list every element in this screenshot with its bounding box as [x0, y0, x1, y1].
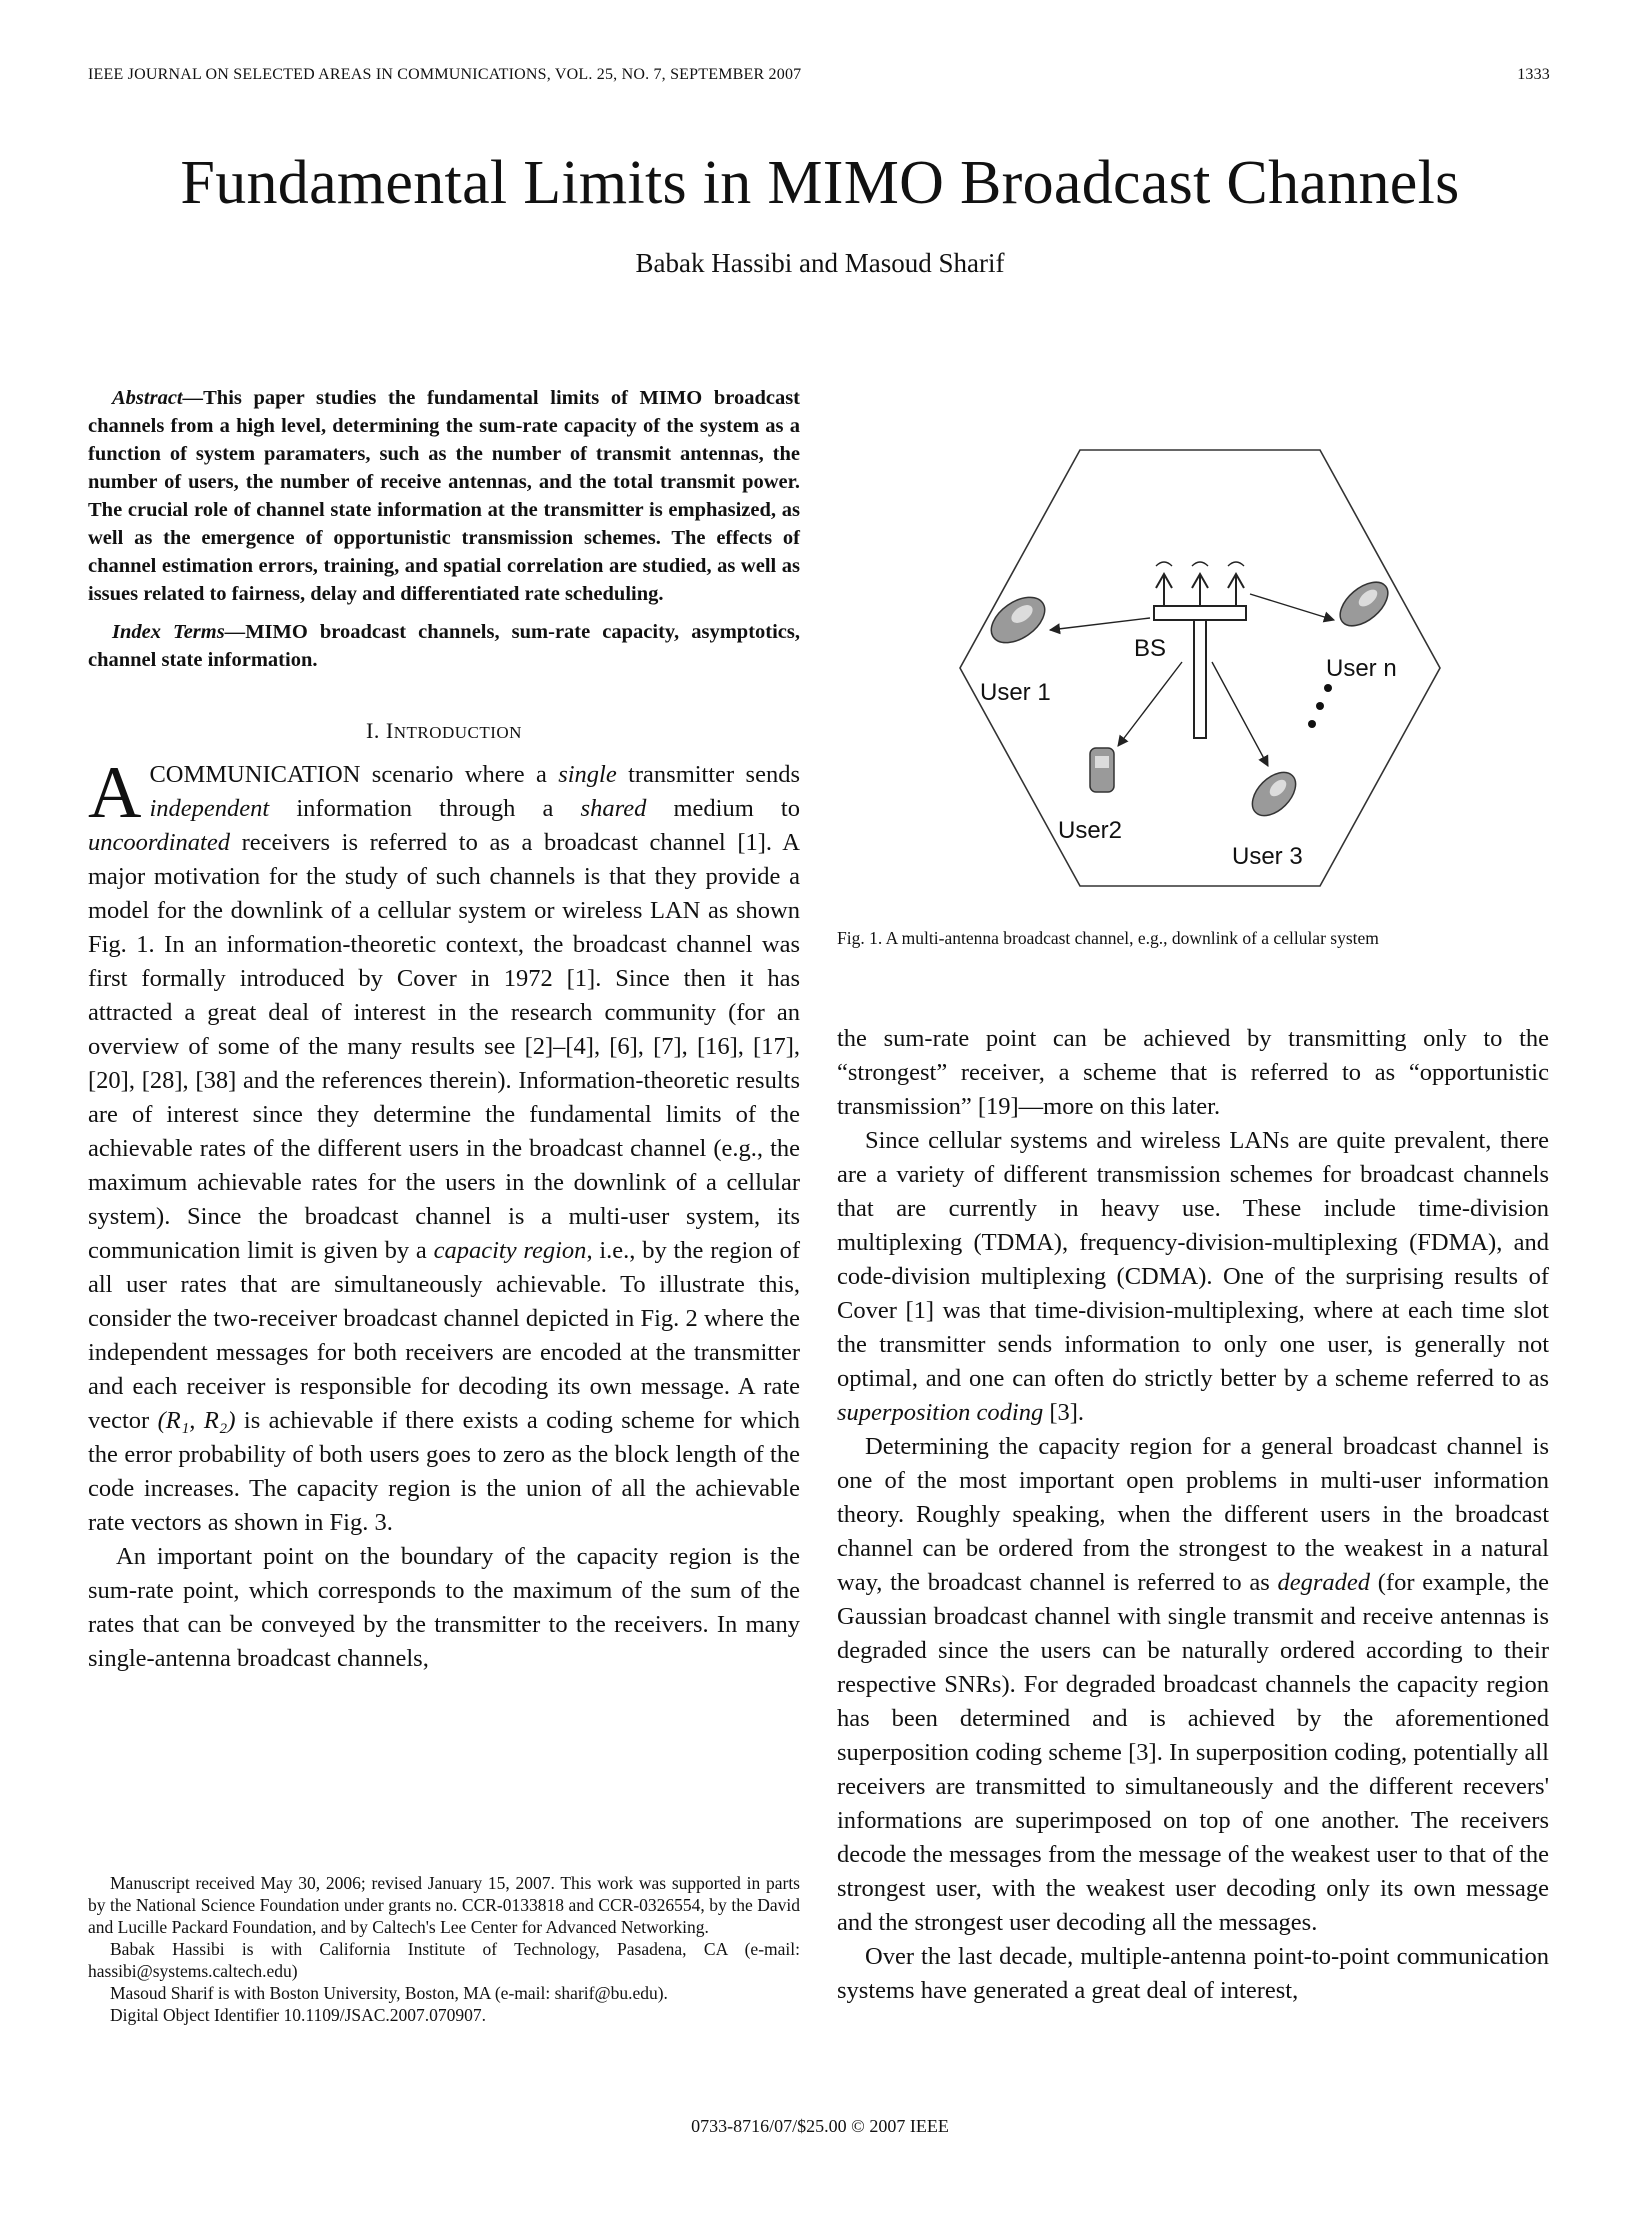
abstract-text: This paper studies the fundamental limits of MIMO broadcast channels from a high level, determining the sum-rate capacity of the system as a function of system paramaters, such as the number of transmit antennas, the number of users, the number of receive antennas, and the total transmit power. The crucial role of channel state information at the transmitter is emphasized, as well as the emergence of opportunistic transmission schemes. The effects of channel estimation errors, training, and spatial correlation are studied, as well as issues related to fairness, delay and differentiated rate scheduling. — [88, 387, 800, 605]
intro-text: transmitter sends — [616, 761, 800, 788]
copyright-footer: 0733-8716/07/$25.00 © 2007 IEEE — [691, 2116, 949, 2136]
user-n-label: User n — [1326, 655, 1397, 682]
intro-paragraph-2: An important point on the boundary of the capacity region is the sum-rate point, which corresponds to the maximum of the sum of the rates that can be conveyed by the transmitter to the receivers. In many single-antenna broadcast channels, — [88, 1543, 800, 1672]
footnote-doi: Digital Object Identifier 10.1109/JSAC.2007.070907. — [110, 2005, 487, 2025]
paper-title: Fundamental Limits in MIMO Broadcast Channels — [180, 149, 1460, 217]
body-text: Since cellular systems and wireless LANs are quite prevalent, there are a variety of different transmission schemes for broadcast channels that are currently in heavy use. These include time-division multiplexing (TDMA), frequency-division-multiplexing (FDMA), and code-division multiplexing (CDMA). One of the surprising results of Cover [1] was that time-division-multiplexing, where at each time slot the transmitter sends information to only one user, is generally not optimal, and one can often do strictly better by a scheme referred to as — [837, 1127, 1549, 1392]
math-rate-vector: (R₁, R₂) — [157, 1407, 236, 1434]
user-3-label: User 3 — [1232, 843, 1303, 870]
user-1-label: User 1 — [980, 679, 1051, 706]
emphasis: uncoordinated — [88, 829, 230, 856]
emphasis: capacity region — [433, 1237, 587, 1264]
intro-text: receivers is referred to as a broadcast channel [1]. A major motivation for the study of such channels is that they provide a model for the downlink of a cellular system or wireless LAN as shown Fig. 1. In an information-theoretic context, the broadcast channel was first formally introduced by Cover in 1972 [1]. Since then it has attracted a great deal of interest in the research community (for an overview of some of the many results see [2]–[4], [6], [7], [16], [17], [20], [28], [38] and the references therein). Information-theoretic results are of interest since they determine the fundamental limits of the achievable rates of the different users in the broadcast channel (e.g., the maximum achievable rates for the users in the downlink of a cellular system). Since the broadcast channel is a multi-user system, its communication limit is given by a — [88, 829, 800, 1264]
footnote — [88, 1872, 800, 2026]
right-column — [837, 1022, 1549, 2008]
emphasis: superposition coding — [837, 1399, 1044, 1426]
index-terms-lead: Index Terms— — [112, 621, 246, 643]
right-paragraph-2 — [837, 1124, 1549, 1430]
body-text: Determining the capacity region for a general broadcast channel is one of the most important open problems in multi-user information theory. Roughly speaking, when the different users in the broadcast channel can be ordered from the strongest to the weakest in a natural way, the broadcast channel is referred to as — [837, 1433, 1549, 1596]
index-terms — [88, 618, 800, 674]
journal-name: IEEE JOURNAL ON SELECTED AREAS IN COMMUNICATIONS, VOL. 25, NO. 7, SEPTEMBER 2007 — [88, 66, 802, 83]
section-rest: NTRODUCTION — [393, 723, 522, 742]
intro-text: is achievable if there exists a coding scheme for which the error probability of both users goes to zero as the block length of the code increases. The capacity region is the union of all the achievable rate vectors as shown in Fig. 3. — [88, 1407, 800, 1536]
phone-icon — [1332, 574, 1395, 635]
emphasis: independent — [149, 795, 270, 822]
intro-text: information through a — [269, 795, 581, 822]
figure-caption: Fig. 1. A multi-antenna broadcast channel, e.g., downlink of a cellular system — [837, 928, 1379, 948]
right-paragraph-3 — [837, 1430, 1549, 1940]
drop-cap: A — [88, 752, 142, 834]
right-paragraph-4: Over the last decade, multiple-antenna point-to-point communication systems have generated a great deal of interest, — [837, 1943, 1549, 2004]
phone-icon — [1090, 748, 1114, 792]
page-number: 1333 — [1517, 66, 1550, 83]
bs-label: BS — [1134, 635, 1167, 662]
intro-text: medium to — [646, 795, 800, 822]
abstract-lead: Abstract— — [112, 387, 204, 409]
body-text: (for example, the Gaussian broadcast channel with single transmit and receive antennas is degraded since the users can be naturally ordered according to their respective SNRs). For degraded broadcast channels the capacity region has been determined and is achieved by the aforementioned superposition coding scheme [3]. In superposition coding, potentially all receivers are transmitted to simultaneously and the different recevers' informations are superimposed on top of one another. The receivers decode the messages from the message of the weakest user to that of the strongest user, with the weakest user decoding only its own message and the strongest user decoding all the messages. — [837, 1569, 1549, 1936]
section-first-letter: I — [385, 718, 394, 743]
intro-paragraph-1 — [88, 752, 801, 1540]
base-station-icon — [1154, 562, 1246, 738]
paper-authors: Babak Hassibi and Masoud Sharif — [635, 248, 1005, 278]
intro-text: , i.e., by the region of all user rates that are simultaneously achievable. To illustrate this, consider the two-receiver broadcast channel depicted in Fig. 2 where the independent messages for both receivers are encoded at the transmitter and each receiver is responsible for decoding its own message. A rate vector — [88, 1237, 801, 1434]
emphasis: single — [558, 761, 617, 788]
phone-icon — [1244, 764, 1303, 823]
footnote-author-2: Masoud Sharif is with Boston University, Boston, MA (e-mail: sharif@bu.edu). — [110, 1983, 668, 2003]
section-number: I. — [366, 718, 386, 743]
section-heading — [88, 718, 800, 744]
ellipsis-dots — [1308, 684, 1332, 728]
left-column — [88, 384, 800, 1676]
running-header — [88, 66, 1550, 84]
emphasis: shared — [580, 795, 647, 822]
footnote-author-1: Babak Hassibi is with California Institute of Technology, Pasadena, CA (e-mail: hassibi@systems.caltech.edu) — [88, 1939, 800, 1981]
body-text: [3]. — [1043, 1399, 1085, 1426]
intro-text: COMMUNICATION scenario where a — [149, 761, 559, 788]
footnote-manuscript: Manuscript received May 30, 2006; revised January 15, 2007. This work was supported in parts by the National Science Foundation under grants no. CCR-0133818 and CCR-0326554, by the David and Lucille Packard Foundation, and by Caltech's Lee Center for Advanced Networking. — [88, 1873, 800, 1937]
index-terms-text: MIMO broadcast channels, sum-rate capacity, asymptotics, channel state information. — [88, 621, 801, 671]
phone-icon — [983, 588, 1053, 652]
user-2-label: User2 — [1058, 817, 1123, 844]
abstract — [88, 384, 800, 608]
right-paragraph-1: the sum-rate point can be achieved by transmitting only to the “strongest” receiver, a scheme that is referred to as “opportunistic transmission” [19]—more on this later. — [837, 1025, 1549, 1120]
broadcast-channel-figure — [950, 448, 1450, 888]
emphasis: degraded — [1277, 1569, 1371, 1596]
